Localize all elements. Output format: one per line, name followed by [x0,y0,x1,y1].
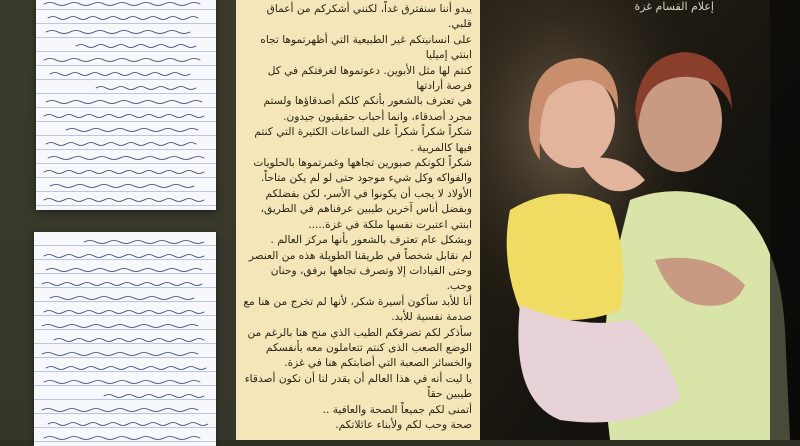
letter-paragraph: شكراً لكونكم صبورين تجاهها وغمرتموها بالحلويات والفواكه وكل شيء موجود حتى لو لم يكن متاحاً. [253,157,472,185]
letter-paragraph: لم نقابل شخصاً في طريقنا الطويلة هذه من العنصر وحتى القيادات إلا وتصرف تجاهها برفق، وحنان وحب. [248,249,472,293]
letter-paragraph: على انسانيتكم غير الطبيعية التي أظهرتموها تجاه ابنتي إميليا [260,33,472,62]
photo-panel [480,0,800,440]
letter-paragraph: أنا للأبد سأكون أسيرة شكر، لأنها لم تخرج من هنا مع صدمة نفسية للأبد. [243,295,472,324]
letter-paragraph: يا ليت أنه في هذا العالم أن يقدر لنا أن نكون أصدقاء طيبين حقاً [244,372,472,401]
letter-paragraph: الأولاد لا يجب أن يكونوا في الأسر، لكن بفضلكم وبفضل أناس آخرين طيبين عرفناهم في الطريق، ابنتي اعتبرت نفسها ملكة في غزة..... [260,187,472,231]
handwriting-scribbles [34,232,216,446]
handwritten-page-top [36,0,216,210]
handwritten-letter-panel [0,0,236,440]
letter-paragraph: وبشكل عام تعترف بالشعور بأنها مركز العالم . [270,234,472,247]
photo-illustration [480,0,800,440]
letter-paragraph: هي تعترف بالشعور بأنكم كلكم أصدقاؤها ولستم مجرد أصدقاء، وانما أحباب حقيقيون جيدون. [263,95,472,123]
letter-paragraph: أتمنى لكم جميعاً الصحة والعافية .. [322,403,472,416]
letter-body [236,0,480,433]
handwritten-page-bottom [34,232,216,446]
translated-letter-panel [236,0,480,440]
letter-paragraph: صحة وحب لكم ولأبناء عائلاتكم. [335,418,472,431]
handwriting-scribbles [36,0,216,210]
photo-caption: ﺇﻋﻼﻡ ﺍﻟﻘﺴﺎﻡ ﻏﺰﺓ [634,0,714,13]
letter-paragraph: شكراً شكراً شكراً على الساعات الكثيرة التي كنتم فيها كالمربية . [254,126,472,154]
letter-paragraph: كنتم لها مثل الأبوين. دعوتموها لغرفتكم في كل فرصة أرادتها [267,64,472,93]
letter-paragraph: سأذكر لكم تصرفكم الطيب الذي منح هنا بالرغم من الوضع الصعب الذى كنتم تتعاملون معه بأنفسكم والخسائر الصعبة التي أصابتكم هنا في غزة. [247,326,472,370]
letter-paragraph: يبدو أننا سنفترق غداً، لكنني أشكركم من أعماق قلبي. [266,3,472,31]
